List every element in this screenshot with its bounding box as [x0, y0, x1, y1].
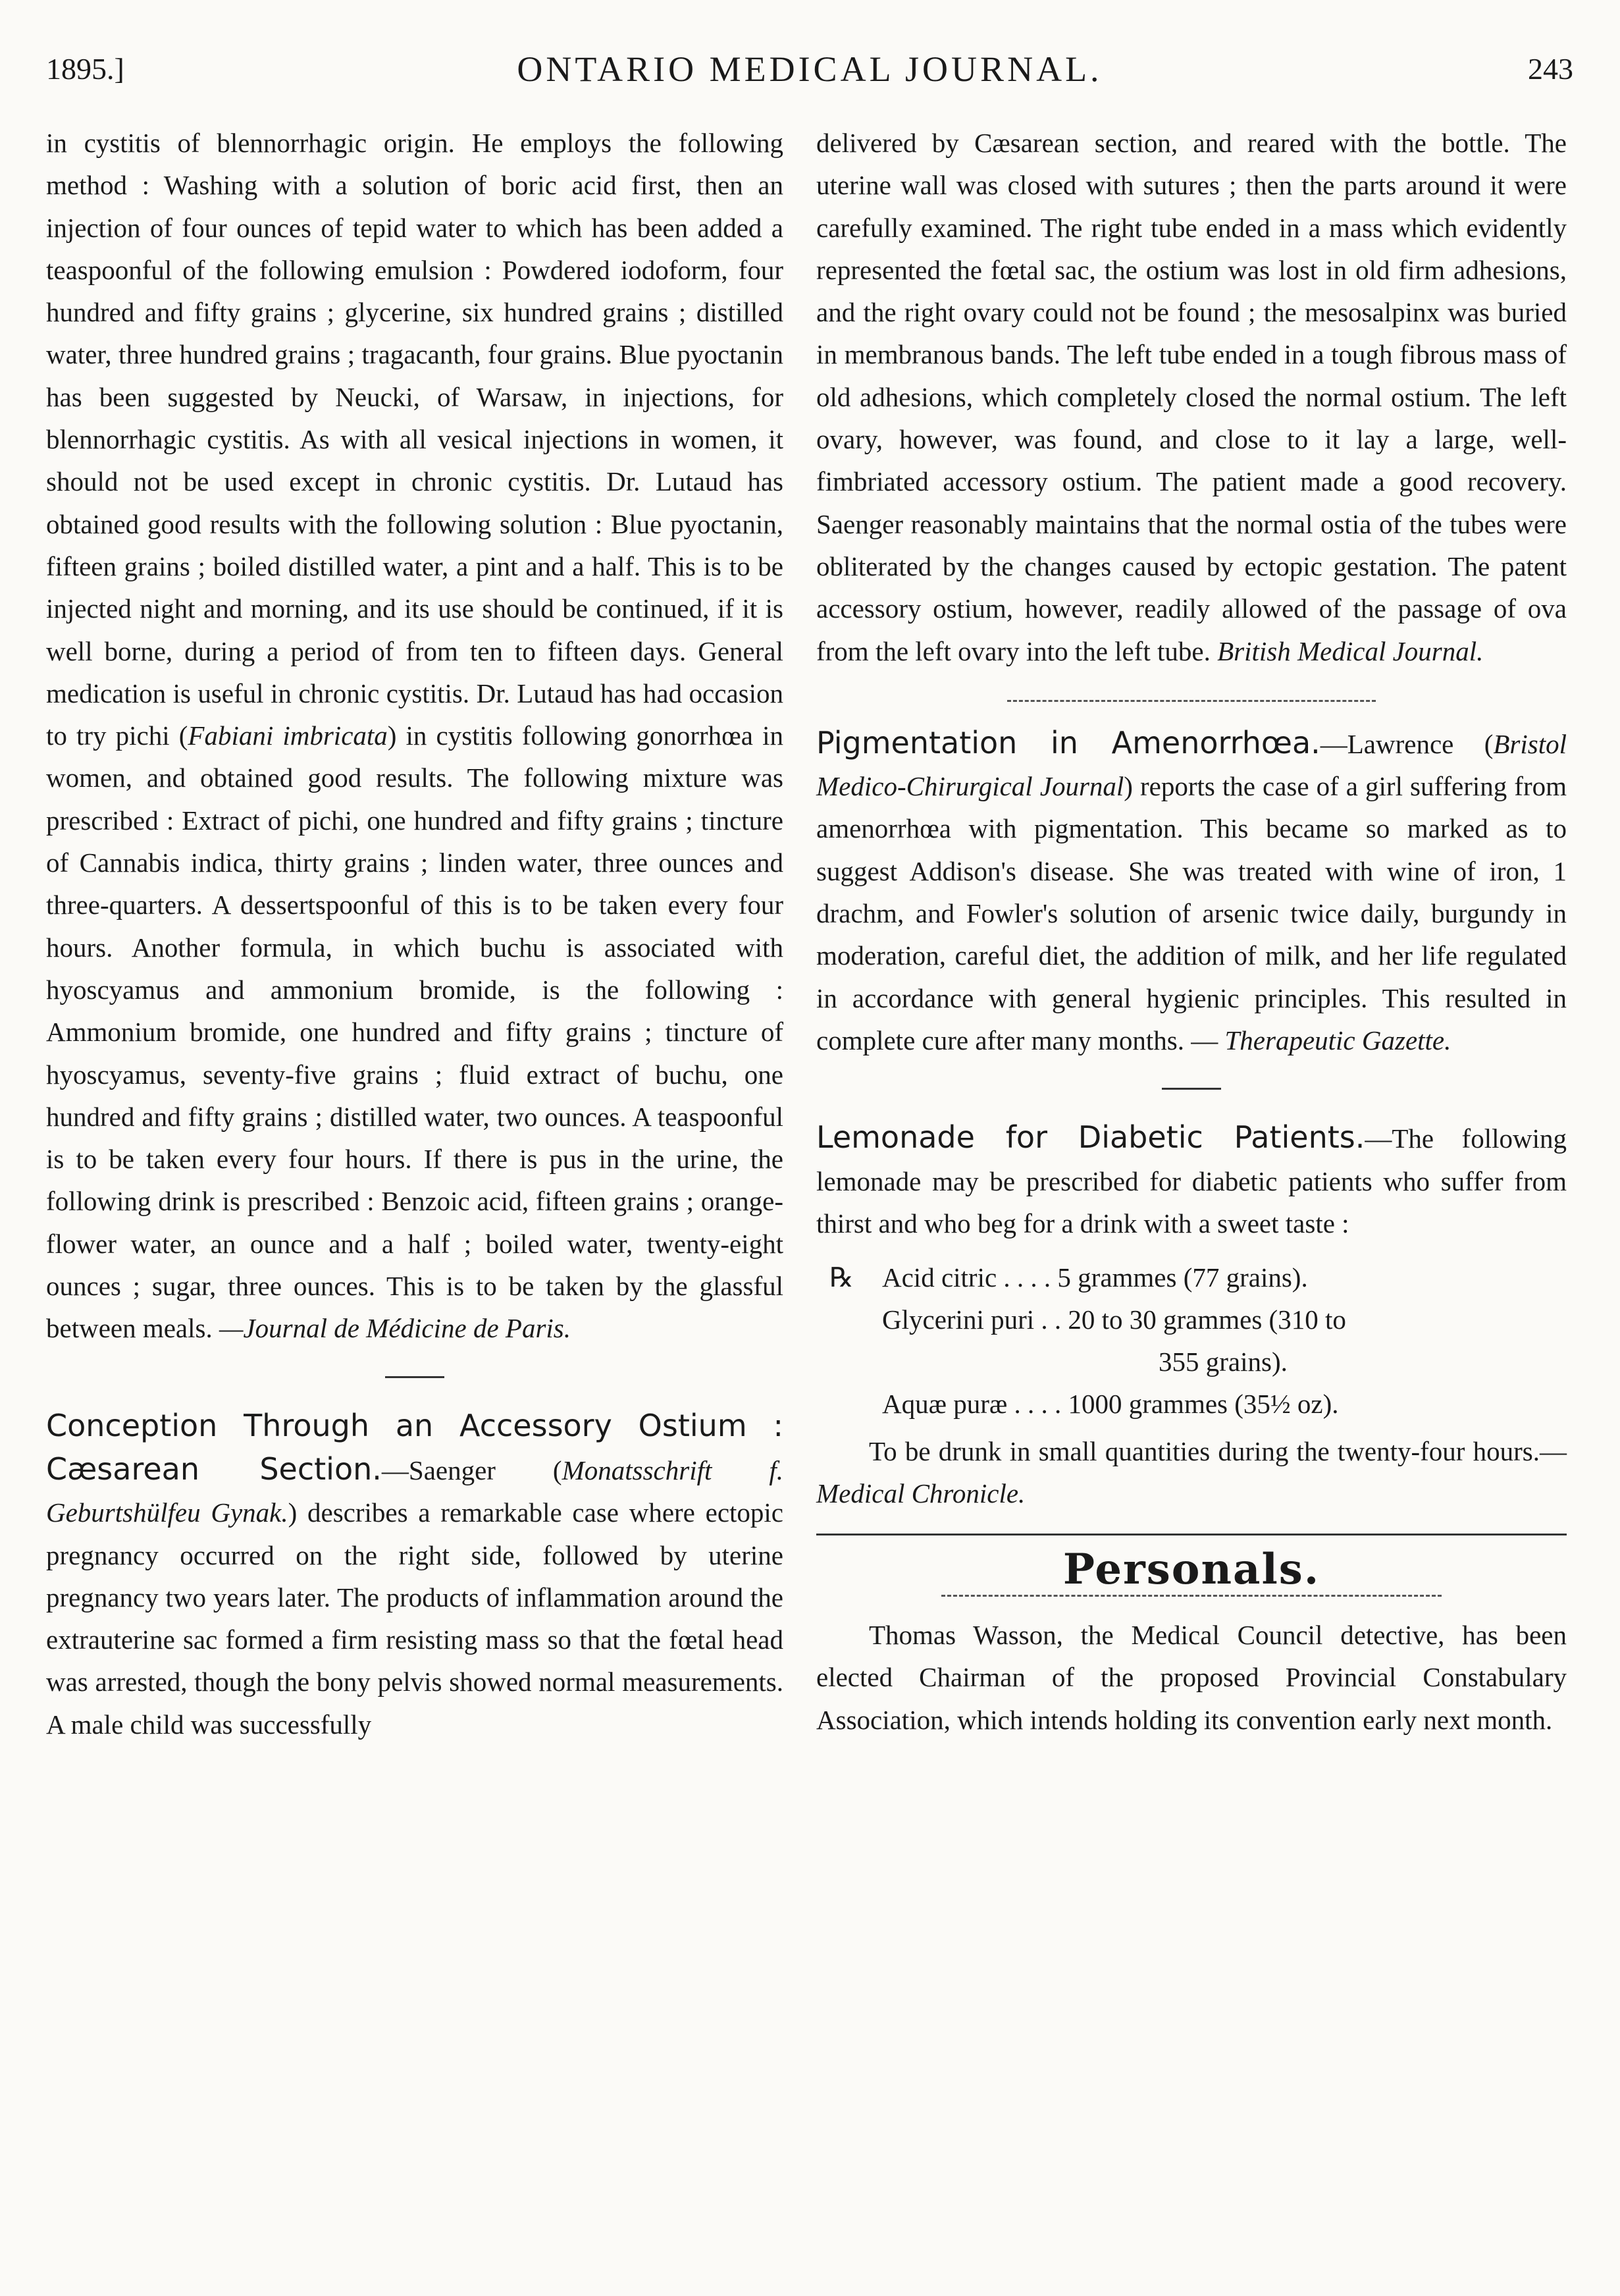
conception-cont-text: delivered by Cæsarean section, and reared with the bottle. The uterine wall was closed with sutures ; then the parts around it were carefully examined. The right tube ended in a mass which evidently represented the fœtal sac, the ostium was lost in old firm adhesions, and the right ovary could not be found ; the mesosalpinx was buried in membranous bands. The left tube ended in a tough fibrous mass of old adhesions, which completely closed the normal ostium. The left ovary, however, was found, and close to it lay a large, well-fimbriated accessory ostium. The patient made a good recovery. Saenger reasonably maintains that the normal ostia of the tubes were obliterated by the changes caused by ectopic gestation. The patent accessory ostium, however, readily allowed of the passage of ova from the left ovary into the left tube. — [816, 128, 1567, 666]
rx-line-2b: 355 grains). — [1159, 1347, 1288, 1377]
conception-journal: Monatsschrift f. Geburtshülfeu Gynak. — [46, 1455, 784, 1528]
conception-author: —Saenger ( — [381, 1455, 562, 1485]
pigment-journal: Bristol Medico-Chirurgical Journal — [816, 728, 1567, 802]
personals-heading: Personals. — [1062, 1544, 1320, 1594]
page-number: 243 — [1528, 52, 1573, 86]
section-divider — [941, 1595, 1442, 1597]
pigment-paragraph — [816, 722, 1567, 1061]
section-divider — [816, 1534, 1567, 1535]
pigment-heading: Pigmentation in Amenorrhœa. — [816, 724, 1320, 761]
rx-line — [816, 1383, 1567, 1425]
section-divider — [385, 1376, 444, 1378]
prescription-block — [816, 1256, 1567, 1425]
section-divider — [1162, 1088, 1221, 1090]
conception-continuation — [816, 122, 1567, 672]
lemonade-source: Medical Chronicle. — [816, 1478, 1026, 1509]
rx-line — [816, 1298, 1567, 1341]
lemonade-heading: Lemonade for Diabetic Patients. — [816, 1119, 1365, 1156]
rx-line-2: Glycerini puri . . 20 to 30 grammes (310 to — [882, 1304, 1346, 1335]
cystitis-text-cont: ) in cystitis following gonorrhœa in women, and obtained good results. The following mixture was prescribed : Extract of pichi, one hundred and fifty grains ; tincture of Cannabis indica, thirty grains ; linden water, three ounces and three-quarters. A dessertspoonful of this is to be taken every four hours. Another formula, in which buchu is associated with hyoscyamus and ammonium bromide, is the following : Ammonium bromide, one hundred and fifty grains ; tincture of hyoscyamus, seventy-five grains ; fluid extract of buchu, one hundred and fifty grains ; distilled water, two ounces. A teaspoonful is to be taken every four hours. If there is pus in the urine, the following drink is prescribed : Benzoic acid, fifteen grains ; orange-flower water, an ounce and a half ; boiled water, twenty-eight ounces ; sugar, three ounces. This is to be taken by the glassful between meals. — [46, 720, 783, 1344]
cystitis-paragraph — [46, 122, 783, 1350]
rx-line — [816, 1256, 1567, 1298]
lemonade-closing-text: To be drunk in small quantities during the twenty-four hours.— — [869, 1436, 1567, 1467]
lemonade-text: —The following lemonade may be prescribed for diabetic patients who suffer from thirst and who beg for a drink with a sweet taste : — [816, 1123, 1567, 1239]
rx-line-3: Aquæ puræ . . . . 1000 grammes (35½ oz). — [882, 1389, 1339, 1420]
left-column — [46, 122, 783, 1746]
lemonade-closing — [816, 1430, 1567, 1515]
fabiana-name: Fabiani imbricata — [188, 720, 388, 751]
rx-line — [816, 1341, 1567, 1383]
rx-symbol: ℞ — [829, 1262, 854, 1293]
pigment-source: Therapeutic Gazette. — [1224, 1025, 1451, 1055]
header-year: 1895.] — [46, 52, 124, 86]
running-header — [46, 40, 1573, 112]
conception-source: British Medical Journal. — [1217, 635, 1484, 666]
lemonade-paragraph — [816, 1116, 1567, 1244]
cystitis-text: in cystitis of blennorrhagic origin. He employs the following method : Washing with a solution of boric acid first, then an injection of four ounces of tepid water to which has been added a teaspoonful of the following emulsion : Powdered iodoform, four hundred and fifty grains ; glycerine, six hundred grains ; distilled water, three hundred grains ; tragacanth, four grains. Blue pyoctanin has been suggested by Neucki, of Warsaw, in injections, for blennorrhagic cystitis. As with all vesical injections in women, it should not be used except in chronic cystitis. Dr. Lutaud has obtained good results with the following solution : Blue pyoctanin, fifteen grains ; boiled distilled water, a pint and a half. This is to be injected night and morning, and its use should be continued, if it is well borne, during a period of from ten to fifteen days. General medication is useful in chronic cystitis. Dr. Lutaud has had occasion to try pichi ( — [46, 128, 783, 751]
pigment-text: ) reports the case of a girl suffering from amenorrhœa with pigmentation. This became so marked as to suggest Addison's disease. She was treated with wine of iron, 1 drachm, and Fowler's solution of arsenic twice daily, burgundy in moderation, careful diet, the addition of milk, and her life regulated in accordance with general hygienic principles. This resulted in complete cure after many months. — — [816, 771, 1567, 1055]
journal-title: ONTARIO MEDICAL JOURNAL. — [517, 49, 1103, 89]
personals-paragraph: Thomas Wasson, the Medical Council detective, has been elected Chairman of the proposed Provincial Constabulary Association, which intends holding its convention early next month. — [816, 1620, 1567, 1735]
cystitis-source: —Journal de Médicine de Paris. — [219, 1313, 571, 1344]
right-column — [816, 122, 1567, 1741]
pigment-author: —Lawrence ( — [1320, 728, 1494, 759]
conception-text: ) describes a remarkable case where ectopic pregnancy occurred on the right side, followed by uterine pregnancy two years later. The products of inflammation around the extrauterine sac formed a firm resisting mass so that the fœtal head was arrested, though the bony pelvis showed normal measurements. A male child was successfully — [46, 1497, 783, 1740]
conception-heading: Conception Through an Accessory Ostium : Cæsarean Section. — [46, 1407, 783, 1487]
conception-paragraph — [46, 1404, 783, 1746]
rx-line-1: Acid citric . . . . 5 grammes (77 grains). — [882, 1262, 1308, 1293]
section-divider — [1007, 700, 1376, 702]
